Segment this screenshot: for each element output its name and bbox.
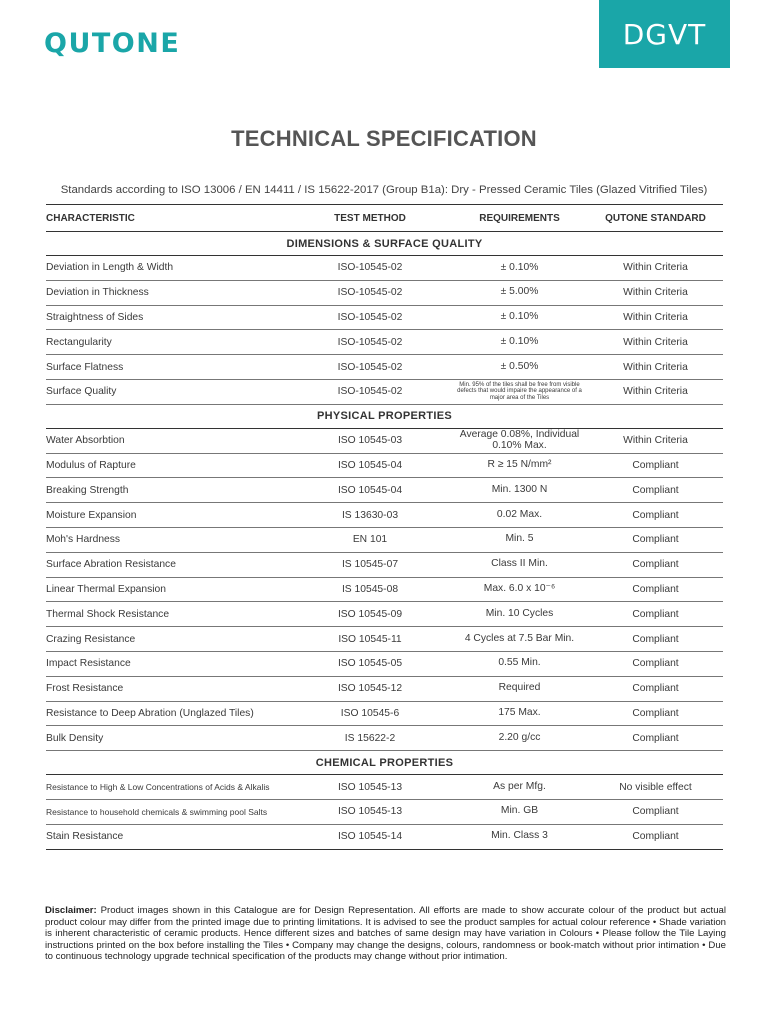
- section-title: CHEMICAL PROPERTIES: [46, 751, 723, 775]
- standard-cell: No visible effect: [588, 775, 723, 800]
- characteristic-cell: Impact Resistance: [46, 651, 289, 676]
- test-method-cell: IS 10545-07: [289, 552, 451, 577]
- requirement-cell: Min. 10 Cycles: [451, 602, 588, 627]
- characteristic-cell: Linear Thermal Expansion: [46, 577, 289, 602]
- requirement-cell: Min. Class 3: [451, 824, 588, 849]
- requirement-cell: ± 0.50%: [451, 355, 588, 380]
- test-method-cell: ISO-10545-02: [289, 330, 451, 355]
- table-row: [46, 503, 723, 528]
- standard-cell: Within Criteria: [588, 330, 723, 355]
- requirement-cell: Min. 5: [451, 527, 588, 552]
- requirement-cell: 2.20 g/cc: [451, 726, 588, 751]
- standard-cell: Compliant: [588, 799, 723, 824]
- standard-cell: Compliant: [588, 527, 723, 552]
- table-row: [46, 527, 723, 552]
- requirement-cell: ± 0.10%: [451, 330, 588, 355]
- test-method-cell: IS 10545-08: [289, 577, 451, 602]
- table-row: [46, 355, 723, 380]
- standard-cell: Within Criteria: [588, 428, 723, 453]
- characteristic-cell: Thermal Shock Resistance: [46, 602, 289, 627]
- characteristic-cell: Breaking Strength: [46, 478, 289, 503]
- characteristic-cell: Stain Resistance: [46, 824, 289, 849]
- test-method-cell: ISO 10545-12: [289, 676, 451, 701]
- column-header-qutone-standard: QUTONE STANDARD: [588, 205, 723, 232]
- characteristic-cell: Moisture Expansion: [46, 503, 289, 528]
- table-row: [46, 602, 723, 627]
- table-row: [46, 577, 723, 602]
- test-method-cell: ISO 10545-09: [289, 602, 451, 627]
- standard-cell: Compliant: [588, 453, 723, 478]
- standard-cell: Within Criteria: [588, 355, 723, 380]
- section-title: PHYSICAL PROPERTIES: [46, 404, 723, 428]
- requirement-cell: Min. GB: [451, 799, 588, 824]
- test-method-cell: ISO 10545-03: [289, 428, 451, 453]
- test-method-cell: ISO-10545-02: [289, 280, 451, 305]
- standard-cell: Compliant: [588, 726, 723, 751]
- standard-cell: Compliant: [588, 676, 723, 701]
- standard-cell: Compliant: [588, 651, 723, 676]
- table-header-row: [46, 205, 723, 232]
- table-row: [46, 701, 723, 726]
- characteristic-cell: Modulus of Rapture: [46, 453, 289, 478]
- characteristic-cell: Frost Resistance: [46, 676, 289, 701]
- test-method-cell: IS 13630-03: [289, 503, 451, 528]
- disclaimer: [45, 905, 726, 963]
- test-method-cell: ISO 10545-04: [289, 453, 451, 478]
- requirement-cell: 0.02 Max.: [451, 503, 588, 528]
- table-row: [46, 478, 723, 503]
- table-row: [46, 453, 723, 478]
- standard-cell: Within Criteria: [588, 280, 723, 305]
- characteristic-cell: Deviation in Length & Width: [46, 256, 289, 281]
- column-header-characteristic: CHARACTERISTIC: [46, 205, 289, 232]
- characteristic-cell: Straightness of Sides: [46, 305, 289, 330]
- disclaimer-label: Disclaimer:: [45, 905, 97, 916]
- section-row: [46, 232, 723, 256]
- test-method-cell: ISO-10545-02: [289, 379, 451, 404]
- standard-cell: Compliant: [588, 701, 723, 726]
- requirement-cell: 4 Cycles at 7.5 Bar Min.: [451, 627, 588, 652]
- brand-logo: QUTONE: [44, 28, 181, 59]
- section-title: DIMENSIONS & SURFACE QUALITY: [46, 232, 723, 256]
- test-method-cell: ISO-10545-02: [289, 305, 451, 330]
- characteristic-cell: Resistance to Deep Abration (Unglazed Tiles): [46, 701, 289, 726]
- table-row: [46, 330, 723, 355]
- standard-cell: Compliant: [588, 478, 723, 503]
- table-row: [46, 726, 723, 751]
- standard-cell: Within Criteria: [588, 379, 723, 404]
- test-method-cell: ISO-10545-02: [289, 355, 451, 380]
- test-method-cell: EN 101: [289, 527, 451, 552]
- column-header-requirements: REQUIREMENTS: [451, 205, 588, 232]
- test-method-cell: ISO 10545-05: [289, 651, 451, 676]
- requirement-cell: 175 Max.: [451, 701, 588, 726]
- requirement-cell: Class II Min.: [451, 552, 588, 577]
- standard-cell: Compliant: [588, 503, 723, 528]
- characteristic-cell: Surface Abration Resistance: [46, 552, 289, 577]
- table-row: [46, 824, 723, 849]
- requirement-cell: Min. 95% of the tiles shall be free from visible defects that would impaire the appearance of a major area of the Tiles: [451, 379, 588, 404]
- characteristic-cell: Deviation in Thickness: [46, 280, 289, 305]
- test-method-cell: ISO-10545-02: [289, 256, 451, 281]
- table-row: [46, 676, 723, 701]
- requirement-cell: ± 0.10%: [451, 305, 588, 330]
- requirement-cell: Max. 6.0 x 10⁻⁶: [451, 577, 588, 602]
- section-row: [46, 404, 723, 428]
- table-row: [46, 651, 723, 676]
- requirement-cell: R ≥ 15 N/mm²: [451, 453, 588, 478]
- requirement-cell: 0.55 Min.: [451, 651, 588, 676]
- requirement-cell: Average 0.08%, Individual 0.10% Max.: [451, 428, 588, 453]
- standard-cell: Compliant: [588, 552, 723, 577]
- column-header-test-method: TEST METHOD: [289, 205, 451, 232]
- disclaimer-text: Product images shown in this Catalogue are for Design Representation. All efforts are made to show accurate colour of the product but actual product colour may differ from the printed image due to printing limitations. It is advised to see the product samples for actual colour reference • Shade variation is inherent characteristic of ceramic products. Hence different sizes and batches of same design may have variation in Colours • Please follow the Tile Laying instructions printed on the box before installing the Tiles • Company may change the designs, colours, randomness or book-match without prior intimation • Due to continuous technology upgrade technical specification of the products may change without prior intimation.: [45, 905, 726, 963]
- characteristic-cell: Crazing Resistance: [46, 627, 289, 652]
- table-row: [46, 280, 723, 305]
- characteristic-cell: Water Absorbtion: [46, 428, 289, 453]
- requirement-cell: Min. 1300 N: [451, 478, 588, 503]
- characteristic-cell: Moh's Hardness: [46, 527, 289, 552]
- standard-cell: Compliant: [588, 577, 723, 602]
- requirement-cell: Required: [451, 676, 588, 701]
- characteristic-cell: Resistance to High & Low Concentrations of Acids & Alkalis: [46, 775, 289, 800]
- standard-cell: Compliant: [588, 602, 723, 627]
- table-row: [46, 256, 723, 281]
- test-method-cell: ISO 10545-04: [289, 478, 451, 503]
- standard-cell: Compliant: [588, 627, 723, 652]
- table-row: [46, 305, 723, 330]
- requirement-cell: ± 5.00%: [451, 280, 588, 305]
- standard-cell: Within Criteria: [588, 305, 723, 330]
- test-method-cell: IS 15622-2: [289, 726, 451, 751]
- test-method-cell: ISO 10545-13: [289, 799, 451, 824]
- table-row: [46, 775, 723, 800]
- requirement-cell: ± 0.10%: [451, 256, 588, 281]
- characteristic-cell: Bulk Density: [46, 726, 289, 751]
- spec-table-body: [46, 232, 723, 850]
- characteristic-cell: Surface Flatness: [46, 355, 289, 380]
- standard-cell: Compliant: [588, 824, 723, 849]
- characteristic-cell: Rectangularity: [46, 330, 289, 355]
- table-row: [46, 428, 723, 453]
- characteristic-cell: Resistance to household chemicals & swimming pool Salts: [46, 799, 289, 824]
- standards-line: Standards according to ISO 13006 / EN 14411 / IS 15622-2017 (Group B1a): Dry - Pressed Ceramic Tiles (Glazed Vitrified Tiles): [60, 184, 708, 196]
- standard-cell: Within Criteria: [588, 256, 723, 281]
- test-method-cell: ISO 10545-11: [289, 627, 451, 652]
- table-row: [46, 379, 723, 404]
- series-badge: DGVT: [599, 0, 730, 68]
- test-method-cell: ISO 10545-6: [289, 701, 451, 726]
- test-method-cell: ISO 10545-14: [289, 824, 451, 849]
- table-row: [46, 799, 723, 824]
- table-row: [46, 552, 723, 577]
- table-row: [46, 627, 723, 652]
- test-method-cell: ISO 10545-13: [289, 775, 451, 800]
- page-title: TECHNICAL SPECIFICATION: [231, 126, 537, 151]
- characteristic-cell: Surface Quality: [46, 379, 289, 404]
- spec-table: [46, 204, 723, 850]
- section-row: [46, 751, 723, 775]
- requirement-cell: As per Mfg.: [451, 775, 588, 800]
